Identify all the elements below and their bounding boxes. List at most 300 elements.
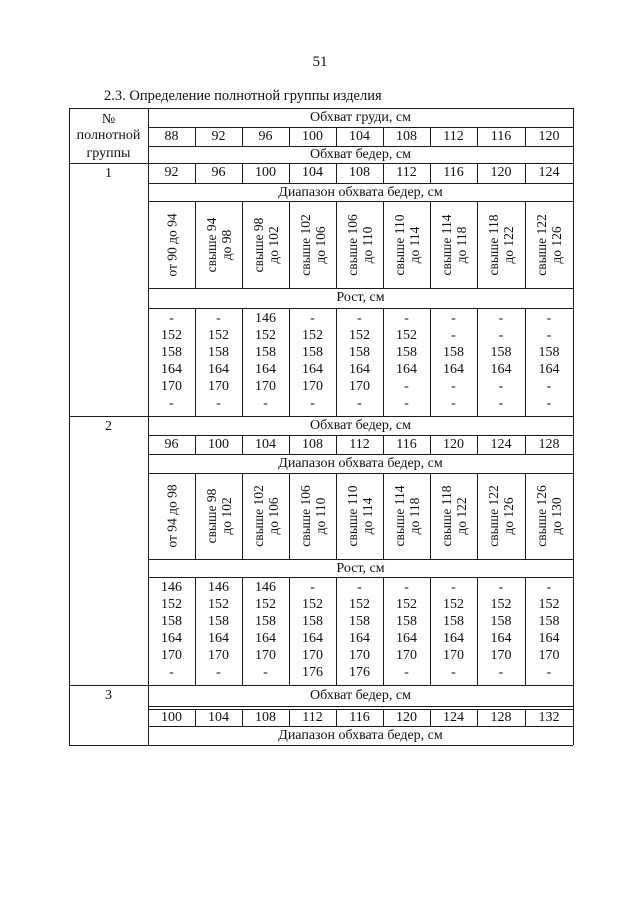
table-rule [383, 435, 384, 454]
height-value: - [546, 379, 552, 394]
height-value: 170 [208, 648, 229, 663]
hip-value-cell: 108 [255, 710, 276, 725]
height-value: - [263, 665, 268, 680]
height-value: 170 [255, 648, 276, 663]
hip-range-line: свыше 122 [534, 213, 549, 276]
height-value: - [546, 665, 552, 680]
hip-value-cell: 132 [538, 710, 560, 725]
table-rule [336, 435, 337, 454]
height-value: 158 [302, 345, 323, 360]
group-number: 3 [105, 688, 112, 703]
height-value: - [451, 379, 456, 394]
hip-value-cell: 112 [302, 710, 323, 725]
hip-range-cell [164, 484, 179, 547]
table-rule [336, 308, 337, 416]
table-rule [242, 201, 243, 288]
height-value: 152 [349, 328, 370, 343]
height-value: - [216, 665, 221, 680]
hip-range-line: до 122 [501, 225, 516, 264]
height-values-cell [148, 579, 195, 681]
hip-range-line: свыше 110 [391, 214, 407, 275]
height-value: - [498, 328, 504, 343]
table-rule [525, 473, 526, 559]
height-value: - [498, 665, 504, 680]
hip-range-line: от 94 до 98 [164, 484, 179, 548]
hip-range-line: до 122 [453, 497, 469, 535]
hip-range-line: свыше 102 [297, 213, 313, 276]
hip-range-label: Диапазон обхвата бедер, см [278, 728, 443, 743]
hip-range-line: свыше 118 [438, 485, 454, 547]
table-rule [430, 201, 431, 288]
height-value: 164 [349, 362, 370, 377]
table-rule [525, 577, 526, 685]
hip-range-cell [164, 213, 179, 276]
height-value: - [357, 396, 362, 411]
table-right-border [573, 108, 574, 745]
height-value: 152 [396, 328, 417, 343]
table-rule [525, 709, 526, 726]
hip-value-cell: 120 [396, 710, 417, 725]
height-value: 164 [538, 362, 560, 377]
height-values-cell [383, 579, 430, 681]
height-value: - [169, 311, 174, 326]
height-value: - [310, 311, 315, 326]
hip-value-cell: 104 [302, 165, 323, 180]
hip-range-line: до 114 [359, 497, 375, 535]
table-rule [195, 473, 196, 559]
hip-range-cell [204, 489, 234, 544]
height-values-cell [430, 579, 477, 681]
height-value: 176 [302, 665, 323, 680]
height-value: 164 [396, 631, 417, 646]
table-rule [525, 308, 526, 416]
page-number: 51 [312, 54, 328, 70]
hip-range-cell [251, 217, 281, 272]
height-value: 152 [255, 328, 276, 343]
hip-range-line: свыше 106 [297, 485, 313, 547]
hip-range-line: до 118 [406, 497, 422, 535]
height-value: 158 [161, 345, 182, 360]
height-value: - [546, 580, 552, 595]
height-value: 164 [161, 362, 182, 377]
height-values-cell [477, 579, 525, 681]
hip-range-label: Диапазон обхвата бедер, см [278, 185, 443, 200]
height-values-cell [430, 310, 477, 412]
hip-range-line: свыше 106 [344, 213, 360, 276]
hip-range-line: свыше 118 [486, 214, 501, 275]
table-rule [289, 201, 290, 288]
height-value: - [546, 311, 552, 326]
height-values-cell [242, 310, 289, 412]
chest-value-cell: 120 [538, 129, 560, 144]
hip-value-cell: 116 [443, 165, 464, 180]
height-value: - [216, 311, 221, 326]
hip-range-line: свыше 126 [534, 485, 549, 547]
hip-range-cell [204, 217, 234, 272]
height-label: Рост, см [336, 561, 385, 576]
table-rule [195, 201, 196, 288]
hip-value-cell: 116 [349, 710, 370, 725]
height-value: 170 [302, 379, 323, 394]
table-rule [195, 435, 196, 454]
hip-value-cell: 108 [302, 437, 323, 452]
hip-range-line: свыше 114 [438, 214, 454, 275]
height-value: 170 [208, 379, 229, 394]
chest-value-cell: 100 [302, 129, 323, 144]
table-rule [242, 473, 243, 559]
table-rule [477, 435, 478, 454]
height-value: 152 [396, 597, 417, 612]
height-value: - [404, 396, 409, 411]
chest-value-cell: 116 [490, 129, 512, 144]
height-value: - [404, 665, 409, 680]
height-label: Рост, см [336, 290, 385, 305]
height-value: 164 [208, 631, 229, 646]
table-rule [148, 201, 573, 202]
hip-range-line: до 126 [501, 497, 516, 535]
hip-range-line: от 90 до 94 [164, 212, 179, 277]
table-rule [336, 163, 337, 183]
height-value: 164 [255, 631, 276, 646]
height-value: - [546, 396, 552, 411]
height-value: 158 [490, 345, 512, 360]
table-rule [336, 201, 337, 288]
height-value: 146 [208, 580, 229, 595]
hip-value-cell: 104 [255, 437, 276, 452]
hip-range-line: до 126 [549, 225, 564, 264]
table-rule [525, 163, 526, 183]
height-values-cell [525, 310, 573, 412]
group-number: 1 [105, 166, 112, 181]
height-value: - [263, 396, 268, 411]
height-value: 164 [302, 631, 323, 646]
height-value: 164 [490, 631, 512, 646]
hip-range-line: до 130 [549, 497, 564, 535]
table-rule [430, 473, 431, 559]
hip-range-cell [392, 214, 422, 275]
hip-range-line: свыше 110 [344, 485, 360, 547]
hip-value-cell: 100 [161, 710, 182, 725]
hip-value-cell: 120 [490, 165, 512, 180]
height-value: 164 [349, 631, 370, 646]
hip-value-cell: 108 [349, 165, 370, 180]
group-column-header-line: полнотной [76, 128, 141, 143]
height-value: 146 [255, 580, 276, 595]
chest-girth-header: Обхват груди, см [310, 110, 411, 125]
table-rule [195, 709, 196, 726]
height-value: - [451, 396, 456, 411]
group-column-header-line: № [101, 112, 116, 127]
height-value: 158 [538, 614, 560, 629]
height-value: - [216, 396, 221, 411]
table-rule [477, 201, 478, 288]
table-rule [430, 127, 431, 146]
height-value: 170 [349, 648, 370, 663]
hip-range-cell [534, 485, 564, 546]
height-values-cell [195, 579, 242, 681]
height-values-cell [195, 310, 242, 412]
hip-range-line: свыше 102 [250, 485, 266, 547]
hip-range-line: свыше 98 [250, 217, 266, 272]
hip-range-cell [534, 214, 564, 275]
hip-value-cell: 124 [443, 710, 464, 725]
chest-value-cell: 112 [443, 129, 464, 144]
height-value: - [357, 311, 362, 326]
hip-value-cell: 128 [538, 437, 560, 452]
table-rule [289, 435, 290, 454]
height-value: 164 [490, 362, 512, 377]
height-value: - [169, 665, 174, 680]
height-value: 152 [161, 328, 182, 343]
table-rule [289, 577, 290, 685]
hip-range-line: свыше 114 [391, 485, 407, 547]
height-values-cell [525, 579, 573, 681]
height-value: 158 [396, 614, 417, 629]
table-rule [289, 709, 290, 726]
hip-range-line: свыше 94 [203, 217, 219, 272]
hip-value-cell: 128 [490, 710, 512, 725]
table-rule [383, 308, 384, 416]
height-value: 152 [349, 597, 370, 612]
hip-range-cell [392, 486, 422, 547]
table-rule [525, 127, 526, 146]
table-rule [289, 163, 290, 183]
hip-value-cell: 120 [443, 437, 464, 452]
table-rule [477, 709, 478, 726]
height-value: 164 [302, 362, 323, 377]
height-value: 170 [161, 648, 182, 663]
table-rule [336, 127, 337, 146]
chest-value-cell: 108 [396, 129, 417, 144]
height-value: 170 [255, 379, 276, 394]
height-value: - [357, 580, 362, 595]
height-value: 170 [161, 379, 182, 394]
section-caption: 2.3. Определение полнотной группы изделия [104, 88, 382, 104]
height-value: 158 [349, 345, 370, 360]
height-values-cell [477, 310, 525, 412]
height-value: - [546, 328, 552, 343]
height-value: 158 [208, 345, 229, 360]
table-rule [477, 577, 478, 685]
height-value: - [498, 396, 504, 411]
group-column-header-line: группы [86, 146, 131, 161]
height-value: 164 [443, 631, 464, 646]
hip-value-cell: 92 [164, 165, 179, 180]
table-rule [242, 163, 243, 183]
hip-value-cell: 96 [164, 437, 179, 452]
table-rule [383, 201, 384, 288]
height-value: - [169, 396, 174, 411]
hip-range-cell [345, 214, 375, 275]
height-value: 158 [255, 345, 276, 360]
height-value: 170 [302, 648, 323, 663]
height-value: 158 [490, 614, 512, 629]
hip-range-cell [486, 214, 516, 275]
height-value: 152 [302, 597, 323, 612]
height-value: 158 [443, 614, 464, 629]
table-rule [242, 435, 243, 454]
group-number: 2 [105, 419, 112, 434]
table-rule [195, 308, 196, 416]
height-values-cell [336, 310, 383, 412]
hip-range-label: Диапазон обхвата бедер, см [278, 456, 443, 471]
hip-range-line: до 118 [453, 226, 469, 263]
height-value: 146 [161, 580, 182, 595]
height-values-cell [148, 310, 195, 412]
table-rule [336, 709, 337, 726]
height-value: 164 [255, 362, 276, 377]
height-value: - [404, 311, 409, 326]
height-value: 170 [396, 648, 417, 663]
height-value: - [451, 665, 456, 680]
hip-range-cell [345, 486, 375, 547]
table-rule [430, 709, 431, 726]
chest-value-cell: 88 [164, 129, 179, 144]
table-bottom-border [69, 745, 573, 746]
height-values-cell [336, 579, 383, 681]
chest-value-cell: 92 [211, 129, 226, 144]
table-rule [430, 308, 431, 416]
height-value: 158 [208, 614, 229, 629]
hip-range-line: до 102 [218, 497, 234, 535]
group-separator [69, 685, 573, 686]
height-value: 158 [161, 614, 182, 629]
hip-range-cell [439, 214, 469, 275]
height-value: 152 [538, 597, 560, 612]
table-rule [195, 163, 196, 183]
height-value: 152 [302, 328, 323, 343]
height-value: 152 [161, 597, 182, 612]
hip-range-cell [439, 486, 469, 547]
height-value: - [451, 311, 456, 326]
table-rule [430, 577, 431, 685]
height-value: - [451, 580, 456, 595]
hip-range-line: до 110 [359, 226, 375, 263]
height-value: - [404, 379, 409, 394]
hip-range-cell [298, 214, 328, 275]
hip-range-line: до 114 [406, 226, 422, 263]
hip-value-cell: 112 [396, 165, 417, 180]
hip-value-cell: 112 [349, 437, 370, 452]
hip-range-line: до 98 [218, 229, 234, 260]
height-value: - [310, 580, 315, 595]
height-value: 164 [161, 631, 182, 646]
hip-value-cell: 116 [396, 437, 417, 452]
height-value: 164 [208, 362, 229, 377]
table-rule [525, 435, 526, 454]
hip-range-line: до 102 [265, 225, 281, 264]
hip-range-cell [251, 485, 281, 546]
height-value: 158 [349, 614, 370, 629]
table-rule [148, 706, 573, 707]
hip-girth-header: Обхват бедер, см [310, 147, 411, 162]
table-rule [289, 127, 290, 146]
height-value: 164 [443, 362, 464, 377]
hip-range-line: до 110 [312, 497, 328, 535]
height-value: 158 [302, 614, 323, 629]
table-rule [148, 473, 573, 474]
height-value: 152 [208, 328, 229, 343]
table-rule [289, 308, 290, 416]
height-value: 152 [443, 597, 464, 612]
table-rule [242, 577, 243, 685]
hip-range-cell [486, 485, 516, 546]
hip-value-cell: 100 [208, 437, 229, 452]
table-rule [477, 473, 478, 559]
hip-value-cell: 96 [211, 165, 226, 180]
table-rule [477, 308, 478, 416]
table-rule [477, 127, 478, 146]
hip-value-cell: 104 [208, 710, 229, 725]
height-values-cell [242, 579, 289, 681]
height-value: - [498, 379, 504, 394]
height-value: - [498, 580, 504, 595]
hip-value-cell: 100 [255, 165, 276, 180]
height-value: 176 [349, 665, 370, 680]
height-value: 152 [255, 597, 276, 612]
table-rule [195, 127, 196, 146]
height-value: 152 [490, 597, 512, 612]
hip-range-cell [298, 485, 328, 546]
table-rule [242, 709, 243, 726]
table-rule [336, 473, 337, 559]
table-rule [383, 709, 384, 726]
table-rule [289, 473, 290, 559]
height-value: 158 [538, 345, 560, 360]
height-value: 170 [349, 379, 370, 394]
height-value: 170 [443, 648, 464, 663]
hip-girth-label: Обхват бедер, см [310, 688, 411, 703]
height-value: 170 [490, 648, 512, 663]
table-rule [336, 577, 337, 685]
height-value: 170 [538, 648, 560, 663]
table-rule [477, 163, 478, 183]
chest-value-cell: 104 [349, 129, 370, 144]
table-rule [242, 127, 243, 146]
table-rule [430, 163, 431, 183]
height-value: 158 [255, 614, 276, 629]
hip-girth-label: Обхват бедер, см [310, 418, 411, 433]
height-value: - [498, 311, 504, 326]
height-values-cell [289, 310, 336, 412]
table-rule [383, 473, 384, 559]
table-rule [195, 577, 196, 685]
hip-range-line: свыше 98 [203, 488, 219, 544]
height-values-cell [289, 579, 336, 681]
hip-value-cell: 124 [490, 437, 512, 452]
height-value: 158 [443, 345, 464, 360]
height-value: 152 [208, 597, 229, 612]
height-value: 146 [255, 311, 276, 326]
table-rule [430, 435, 431, 454]
table-rule [242, 308, 243, 416]
hip-value-cell: 124 [538, 165, 560, 180]
table-rule [383, 127, 384, 146]
hip-range-line: свыше 122 [486, 485, 501, 547]
hip-range-line: до 106 [265, 497, 281, 535]
height-values-cell [383, 310, 430, 412]
table-rule [383, 577, 384, 685]
table-rule [383, 163, 384, 183]
hip-range-line: до 106 [312, 225, 328, 264]
chest-value-cell: 96 [258, 129, 273, 144]
height-value: - [310, 396, 315, 411]
table-rule [525, 201, 526, 288]
height-value: - [451, 328, 456, 343]
height-value: 164 [396, 362, 417, 377]
height-value: 164 [538, 631, 560, 646]
height-value: - [404, 580, 409, 595]
